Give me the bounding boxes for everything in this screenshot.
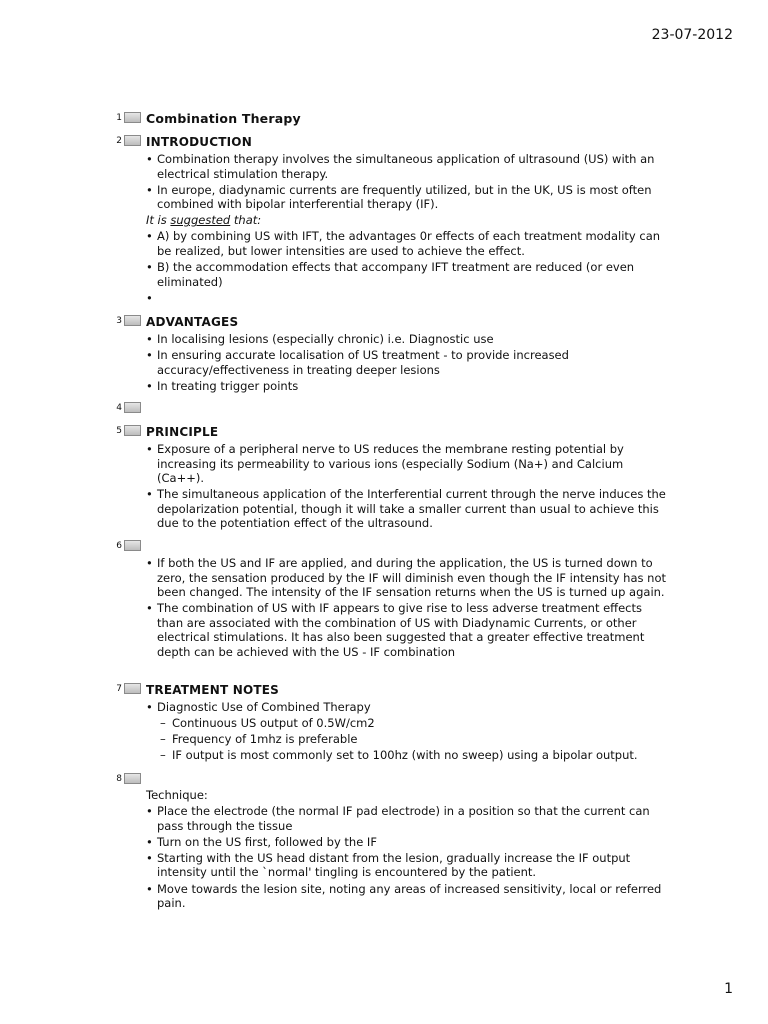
slide-number: 3 (116, 315, 122, 326)
slide-title: Combination Therapy (146, 111, 301, 126)
bullet-item: • In localising lesions (especially chronic) i.e. Diagnostic use (146, 332, 666, 347)
suggested-line (146, 213, 666, 228)
slide-handle[interactable] (113, 425, 141, 436)
slide-body (146, 332, 666, 395)
slide-thumbnail-icon[interactable] (124, 683, 141, 694)
suggested-word: suggested (170, 213, 231, 228)
page-date: 23-07-2012 (651, 27, 733, 43)
bullet-item: • Move towards the lesion site, noting any areas of increased sensitivity, local or referred pain. (146, 882, 666, 911)
bullet-item: • The simultaneous application of the Interferential current through the nerve induces the depolarization potential, though it will take a smaller current than usual to achieve this due to the potentiation effect of the ultrasound. (146, 487, 666, 531)
slide-body (146, 556, 666, 661)
bullet-item: • Diagnostic Use of Combined Therapy (146, 700, 666, 715)
slide-thumbnail-icon[interactable] (124, 540, 141, 551)
slide-handle[interactable] (113, 112, 141, 123)
slide-thumbnail-icon[interactable] (124, 425, 141, 436)
slide-title: PRINCIPLE (146, 425, 219, 439)
sub-item: – IF output is most commonly set to 100hz (with no sweep) using a bipolar output. (146, 748, 666, 763)
slide-number: 6 (116, 540, 122, 551)
suggested-suffix: that: (230, 213, 262, 228)
bullet-item: • In treating trigger points (146, 379, 666, 394)
bullet-item: • The combination of US with IF appears to give rise to less adverse treatment effects than are associated with the combination of US with Diadynamic Currents, or other electrical stimulations. It has also been suggested that a greater effective treatment depth can be achieved with the US - IF combination (146, 601, 666, 659)
bullet-item: • Place the electrode (the normal IF pad electrode) in a position so that the current can pass through the tissue (146, 804, 666, 833)
bullet-item: • B) the accommodation effects that accompany IFT treatment are reduced (or even eliminated) (146, 260, 666, 289)
slide-handle[interactable] (113, 683, 141, 694)
slide-handle[interactable] (113, 773, 141, 784)
bullet-item: • Combination therapy involves the simultaneous application of ultrasound (US) with an electrical stimulation therapy. (146, 152, 666, 181)
slide-body (146, 700, 666, 764)
empty-bullet-item (146, 291, 666, 306)
bullet-item: • Exposure of a peripheral nerve to US reduces the membrane resting potential by increasing its permeability to various ions (especially Sodium (Na+) and Calcium (Ca++). (146, 442, 666, 486)
suggested-prefix: It is (146, 213, 171, 228)
page-number: 1 (724, 981, 733, 997)
slide-thumbnail-icon[interactable] (124, 112, 141, 123)
bullet-item: • Turn on the US first, followed by the IF (146, 835, 666, 850)
slide-thumbnail-icon[interactable] (124, 315, 141, 326)
slide-number: 4 (116, 402, 122, 413)
bullet-item: • A) by combining US with IFT, the advantages 0r effects of each treatment modality can be realized, but lower intensities are used to achieve the effect. (146, 229, 666, 258)
sub-item: – Continuous US output of 0.5W/cm2 (146, 716, 666, 731)
slide-number: 8 (116, 773, 122, 784)
slide-handle[interactable] (113, 402, 141, 413)
sub-item: – Frequency of 1mhz is preferable (146, 732, 666, 747)
slide-title: ADVANTAGES (146, 315, 239, 329)
technique-label: Technique: (146, 788, 208, 802)
slide-number: 5 (116, 425, 122, 436)
bullet-item: • If both the US and IF are applied, and during the application, the US is turned down to zero, the sensation produced by the IF will diminish even though the IF intensity has not been changed. The intensity of the IF sensation returns when the US is turned up again. (146, 556, 666, 600)
slide-thumbnail-icon[interactable] (124, 402, 141, 413)
slide-body (146, 788, 666, 912)
slide-title: TREATMENT NOTES (146, 683, 279, 697)
slide-handle[interactable] (113, 540, 141, 551)
slide-body (146, 442, 666, 533)
slide-number: 7 (116, 683, 122, 694)
slide-thumbnail-icon[interactable] (124, 135, 141, 146)
slide-body (146, 152, 666, 307)
bullet-item: • In europe, diadynamic currents are frequently utilized, but in the UK, US is most often combined with bipolar interferential therapy (IF). (146, 183, 666, 212)
bullet-item: • Starting with the US head distant from the lesion, gradually increase the IF output intensity until the `normal' tingling is encountered by the patient. (146, 851, 666, 880)
slide-handle[interactable] (113, 135, 141, 146)
slide-number: 2 (116, 135, 122, 146)
slide-handle[interactable] (113, 315, 141, 326)
slide-thumbnail-icon[interactable] (124, 773, 141, 784)
slide-title: INTRODUCTION (146, 135, 252, 149)
bullet-item: • In ensuring accurate localisation of US treatment - to provide increased accuracy/effectiveness in treating deeper lesions (146, 348, 666, 377)
slide-number: 1 (116, 112, 122, 123)
